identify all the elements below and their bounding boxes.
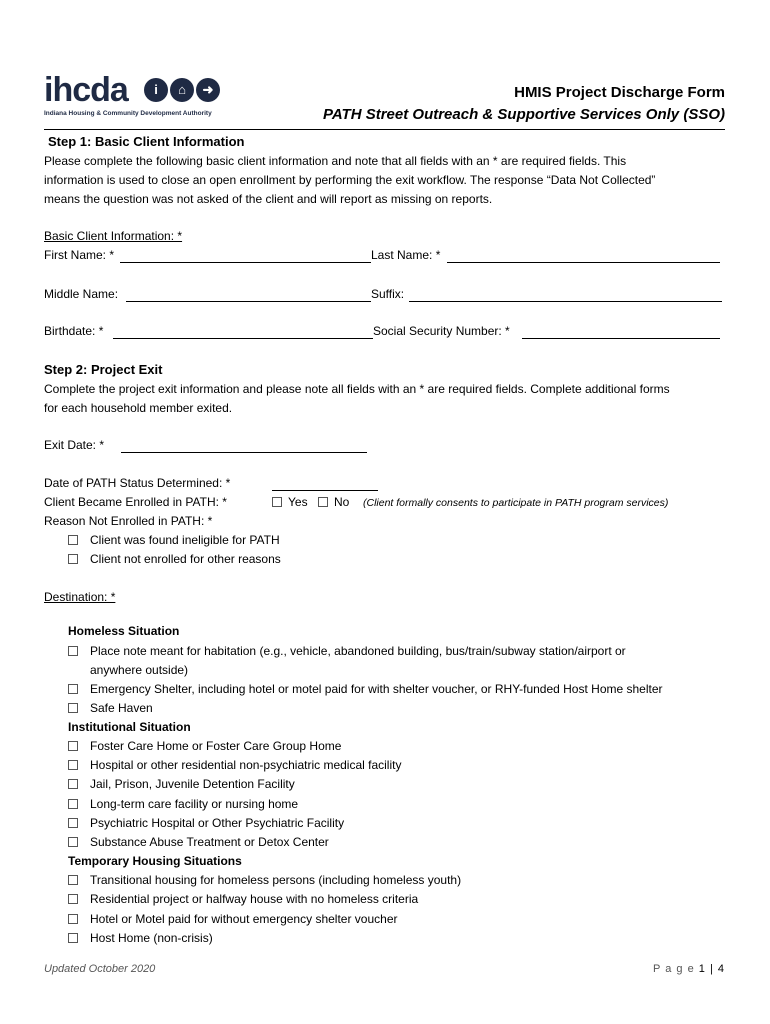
checkbox[interactable] (68, 914, 78, 924)
step2-heading: Step 2: Project Exit (44, 362, 163, 377)
last-name-field[interactable] (447, 250, 720, 263)
option-text: Jail, Prison, Juvenile Detention Facility (90, 777, 295, 791)
destination-option[interactable] (68, 890, 418, 909)
page-num: 1 | 4 (698, 963, 725, 975)
step2-intro-line: Complete the project exit information and please note all fields with an * are required fields. Complete additional forms (44, 382, 670, 396)
destination-option[interactable] (68, 642, 626, 661)
checkbox[interactable] (272, 497, 282, 507)
step1-heading: Step 1: Basic Client Information (48, 134, 245, 149)
checkbox[interactable] (68, 799, 78, 809)
option-text: Transitional housing for homeless persons (including homeless youth) (90, 873, 462, 887)
page-number (653, 963, 725, 975)
checkbox[interactable] (68, 703, 78, 713)
checkbox[interactable] (318, 497, 328, 507)
destination-option[interactable] (68, 814, 344, 833)
option-text: Hotel or Motel paid for without emergency shelter voucher (90, 912, 398, 926)
option-text: Emergency Shelter, including hotel or motel paid for with shelter voucher, or RHY-funded Host Home shelter (90, 682, 663, 696)
page-title: HMIS Project Discharge Form (514, 84, 725, 101)
reason-label: Reason Not Enrolled in PATH: * (44, 514, 213, 528)
destination-option[interactable] (68, 833, 329, 852)
path-status-date-field[interactable] (272, 478, 378, 491)
reason-text: Client was found ineligible for PATH (90, 533, 280, 547)
checkbox[interactable] (68, 779, 78, 789)
destination-option[interactable] (68, 775, 295, 794)
exit-date-label: Exit Date: * (44, 438, 105, 452)
no-label: No (334, 495, 350, 509)
step2-intro-line: for each household member exited. (44, 401, 233, 415)
checkbox[interactable] (68, 818, 78, 828)
last-name-label: Last Name: * (371, 248, 441, 262)
checkbox[interactable] (68, 837, 78, 847)
middle-name-field[interactable] (126, 289, 371, 302)
enrolled-yes-option[interactable] (272, 493, 308, 512)
destination-label: Destination: * (44, 590, 116, 604)
destination-option[interactable] (68, 756, 401, 775)
checkbox[interactable] (68, 933, 78, 943)
destination-option[interactable] (68, 929, 213, 948)
step1-intro-line: information is used to close an open enrollment by performing the exit workflow. The response “Data Not Collected” (44, 173, 656, 187)
exit-date-field[interactable] (121, 440, 367, 453)
middle-name-label: Middle Name: (44, 287, 119, 301)
checkbox[interactable] (68, 894, 78, 904)
checkbox[interactable] (68, 760, 78, 770)
option-text: Hospital or other residential non-psychiatric medical facility (90, 758, 402, 772)
suffix-field[interactable] (409, 289, 722, 302)
page-word: P a g e (653, 963, 695, 975)
option-text: Substance Abuse Treatment or Detox Center (90, 835, 329, 849)
destination-option[interactable] (68, 737, 341, 756)
checkbox[interactable] (68, 684, 78, 694)
checkbox[interactable] (68, 535, 78, 545)
homeless-heading: Homeless Situation (68, 624, 180, 638)
first-name-label: First Name: * (44, 248, 115, 262)
institutional-heading: Institutional Situation (68, 720, 191, 734)
checkbox[interactable] (68, 646, 78, 656)
destination-option[interactable] (68, 699, 153, 718)
suffix-label: Suffix: (371, 287, 405, 301)
reason-text: Client not enrolled for other reasons (90, 552, 281, 566)
destination-option[interactable] (68, 910, 397, 929)
yes-label: Yes (288, 495, 308, 509)
house-icon: ⌂ (170, 78, 194, 102)
logo-subtitle: Indiana Housing & Community Development Authority (44, 110, 212, 117)
enrolled-note: (Client formally consents to participate in PATH program services) (363, 497, 669, 509)
destination-option[interactable] (68, 871, 461, 890)
option-text: Long-term care facility or nursing home (90, 797, 299, 811)
birthdate-label: Birthdate: * (44, 324, 104, 338)
enrolled-label: Client Became Enrolled in PATH: * (44, 495, 227, 509)
reason-option[interactable] (68, 550, 281, 569)
logo-text: ihcda (44, 71, 128, 109)
header-divider (44, 129, 725, 130)
path-status-date-label: Date of PATH Status Determined: * (44, 476, 231, 490)
arrow-icon: ➜ (196, 78, 220, 102)
destination-option[interactable] (68, 795, 298, 814)
option-text: Psychiatric Hospital or Other Psychiatric Facility (90, 816, 345, 830)
option-text: Residential project or halfway house with no homeless criteria (90, 892, 419, 906)
step1-intro-line: Please complete the following basic client information and note that all fields with an * are required fields. This (44, 154, 627, 168)
destination-option[interactable] (68, 680, 663, 699)
birthdate-field[interactable] (113, 326, 373, 339)
option-text-cont: anywhere outside) (90, 663, 189, 677)
page-subtitle: PATH Street Outreach & Supportive Services Only (SSO) (322, 106, 725, 123)
option-text: Host Home (non-crisis) (90, 931, 213, 945)
option-text: Foster Care Home or Foster Care Group Home (90, 739, 342, 753)
ssn-field[interactable] (522, 326, 720, 339)
checkbox[interactable] (68, 875, 78, 885)
checkbox[interactable] (68, 741, 78, 751)
first-name-field[interactable] (120, 250, 371, 263)
option-text: Place note meant for habitation (e.g., vehicle, abandoned building, bus/train/subway station/airport or (90, 644, 626, 658)
step1-intro-line: means the question was not asked of the client and will report as missing on reports. (44, 192, 493, 206)
updated-date: Updated October 2020 (44, 963, 156, 975)
option-text: Safe Haven (90, 701, 153, 715)
ssn-label: Social Security Number: * (373, 324, 510, 338)
info-person-icon: i (144, 78, 168, 102)
basic-info-label: Basic Client Information: * (44, 229, 183, 243)
enrolled-no-option[interactable] (318, 493, 349, 512)
reason-option[interactable] (68, 531, 280, 550)
temporary-heading: Temporary Housing Situations (68, 854, 242, 868)
checkbox[interactable] (68, 554, 78, 564)
